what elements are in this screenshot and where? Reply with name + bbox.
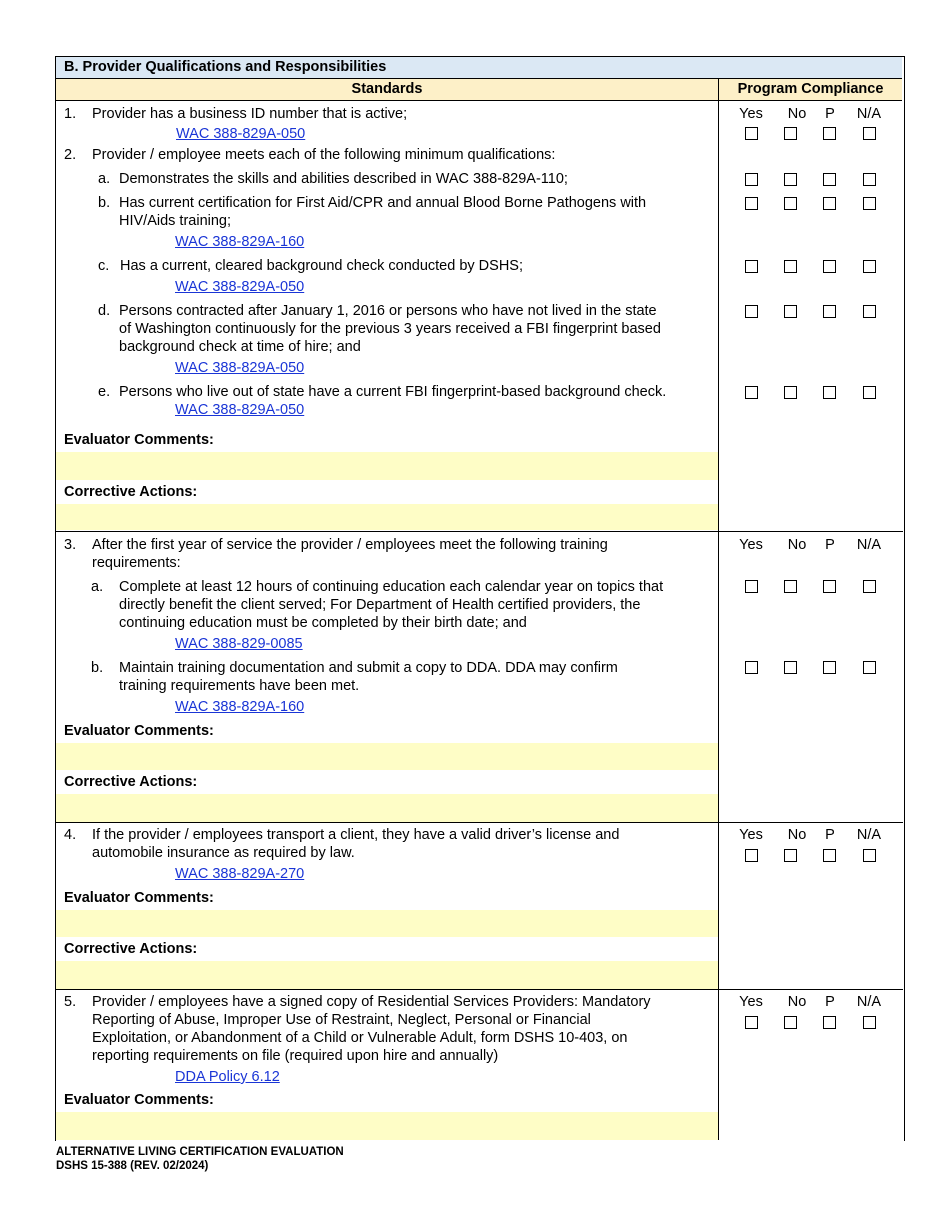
p-label: P [825,106,835,122]
item-2b-text: HIV/Aids training; [119,213,232,229]
no-checkbox[interactable] [784,580,797,593]
item-2b-text: Has current certification for First Aid/CPR and annual Blood Borne Pathogens with [119,195,647,211]
yes-checkbox[interactable] [745,661,758,674]
no-checkbox[interactable] [784,305,797,318]
na-checkbox[interactable] [863,849,876,862]
na-label: N/A [856,106,882,122]
row-divider [55,531,903,532]
wac-link[interactable]: WAC 388-829A-050 [176,126,306,142]
no-label: No [787,106,807,122]
p-checkbox[interactable] [823,1016,836,1029]
section-header [56,57,902,79]
wac-link[interactable]: WAC 388-829-0085 [175,636,303,652]
yes-label: Yes [739,106,763,122]
item-2c-text: Has a current, cleared background check conducted by DSHS; [120,258,523,274]
item-3b-text: training requirements have been met. [119,678,360,694]
corrective-actions-label: Corrective Actions: [64,774,198,790]
evaluator-comments-field[interactable] [56,743,718,770]
item-3a-text: directly benefit the client served; For Department of Health certified providers, the [119,597,641,613]
p-checkbox[interactable] [823,386,836,399]
yes-checkbox[interactable] [745,580,758,593]
no-checkbox[interactable] [784,197,797,210]
evaluator-comments-label: Evaluator Comments: [64,432,214,448]
no-checkbox[interactable] [784,386,797,399]
p-label: P [825,994,835,1010]
evaluator-comments-label: Evaluator Comments: [64,1092,214,1108]
item-number: 5. [64,994,77,1010]
evaluator-comments-field[interactable] [56,452,718,480]
yes-checkbox[interactable] [745,197,758,210]
wac-link[interactable]: WAC 388-829A-050 [175,360,305,376]
p-label: P [825,827,835,843]
p-checkbox[interactable] [823,173,836,186]
p-checkbox[interactable] [823,849,836,862]
na-checkbox[interactable] [863,580,876,593]
no-label: No [787,994,807,1010]
no-checkbox[interactable] [784,173,797,186]
yes-label: Yes [739,827,763,843]
yes-checkbox[interactable] [745,1016,758,1029]
yes-checkbox[interactable] [745,127,758,140]
item-5-text: Provider / employees have a signed copy of Residential Services Providers: Mandatory [92,994,651,1010]
no-label: No [787,537,807,553]
wac-link[interactable]: WAC 388-829A-160 [175,234,305,250]
sub-letter: e. [98,384,111,400]
item-2d-text: background check at time of hire; and [119,339,361,355]
item-number: 1. [64,106,77,122]
no-label: No [787,827,807,843]
row-divider [55,989,903,990]
corrective-actions-label: Corrective Actions: [64,484,198,500]
na-label: N/A [856,537,882,553]
sub-letter: b. [98,195,111,211]
p-label: P [825,537,835,553]
yes-checkbox[interactable] [745,173,758,186]
p-checkbox[interactable] [823,305,836,318]
na-label: N/A [856,827,882,843]
yes-label: Yes [739,537,763,553]
na-checkbox[interactable] [863,173,876,186]
item-3b-text: Maintain training documentation and submit a copy to DDA. DDA may confirm [119,660,618,676]
no-checkbox[interactable] [784,260,797,273]
form-title-footer: ALTERNATIVE LIVING CERTIFICATION EVALUATION [56,1146,344,1158]
wac-link[interactable]: WAC 388-829A-160 [175,699,305,715]
sub-letter: b. [91,660,104,676]
wac-link[interactable]: WAC 388-829A-270 [175,866,305,882]
no-checkbox[interactable] [784,661,797,674]
item-2-text: Provider / employee meets each of the following minimum qualifications: [92,147,556,163]
item-1-text: Provider has a business ID number that is active; [92,106,408,122]
corrective-actions-field[interactable] [56,794,718,822]
compliance-column-header: Program Compliance [719,79,902,101]
item-2e-text: Persons who live out of state have a current FBI fingerprint-based background check. [119,384,667,400]
wac-link[interactable]: WAC 388-829A-050 [175,402,305,418]
item-2d-text: of Washington continuously for the previous 3 years received a FBI fingerprint based [119,321,661,337]
sub-letter: a. [91,579,104,595]
item-3-text: requirements: [92,555,181,571]
item-5-text: Reporting of Abuse, Improper Use of Restraint, Neglect, Personal or Financial [92,1012,591,1028]
item-3a-text: continuing education must be completed by their birth date; and [119,615,527,631]
na-checkbox[interactable] [863,305,876,318]
na-checkbox[interactable] [863,260,876,273]
na-label: N/A [856,994,882,1010]
p-checkbox[interactable] [823,127,836,140]
item-2a-text: Demonstrates the skills and abilities described in WAC 388-829A-110; [119,171,568,187]
no-checkbox[interactable] [784,849,797,862]
na-checkbox[interactable] [863,661,876,674]
sub-letter: c. [98,258,110,274]
na-checkbox[interactable] [863,197,876,210]
corrective-actions-field[interactable] [56,961,718,989]
item-3a-text: Complete at least 12 hours of continuing education each calendar year on topics that [119,579,664,595]
evaluator-comments-label: Evaluator Comments: [64,890,214,906]
section-title: B. Provider Qualifications and Responsibilities [64,59,387,75]
no-checkbox[interactable] [784,1016,797,1029]
column-divider [718,78,719,1140]
p-checkbox[interactable] [823,661,836,674]
yes-label: Yes [739,994,763,1010]
wac-link[interactable]: WAC 388-829A-050 [175,279,305,295]
yes-checkbox[interactable] [745,849,758,862]
form-number-footer: DSHS 15-388 (REV. 02/2024) [56,1160,209,1172]
na-checkbox[interactable] [863,127,876,140]
item-5-text: reporting requirements on file (required upon hire and annually) [92,1048,499,1064]
na-checkbox[interactable] [863,386,876,399]
yes-checkbox[interactable] [745,386,758,399]
corrective-actions-label: Corrective Actions: [64,941,198,957]
item-4-text: If the provider / employees transport a client, they have a valid driver’s license and [92,827,620,843]
na-checkbox[interactable] [863,1016,876,1029]
no-checkbox[interactable] [784,127,797,140]
evaluator-comments-field[interactable] [56,910,718,937]
p-checkbox[interactable] [823,197,836,210]
policy-link[interactable]: DDA Policy 6.12 [175,1069,280,1085]
sub-letter: d. [98,303,111,319]
sub-letter: a. [98,171,111,187]
standards-column-header: Standards [56,79,718,101]
p-checkbox[interactable] [823,260,836,273]
row-divider [55,822,903,823]
evaluator-comments-label: Evaluator Comments: [64,723,214,739]
item-number: 3. [64,537,77,553]
yes-checkbox[interactable] [745,305,758,318]
item-number: 2. [64,147,77,163]
item-3-text: After the first year of service the provider / employees meet the following training [92,537,608,553]
p-checkbox[interactable] [823,580,836,593]
item-4-text: automobile insurance as required by law. [92,845,355,861]
evaluator-comments-field[interactable] [56,1112,718,1140]
corrective-actions-field[interactable] [56,504,718,530]
item-2d-text: Persons contracted after January 1, 2016 or persons who have not lived in the state [119,303,657,319]
yes-checkbox[interactable] [745,260,758,273]
item-number: 4. [64,827,77,843]
item-5-text: Exploitation, or Abandonment of a Child or Vulnerable Adult, form DSHS 10-403, on [92,1030,628,1046]
